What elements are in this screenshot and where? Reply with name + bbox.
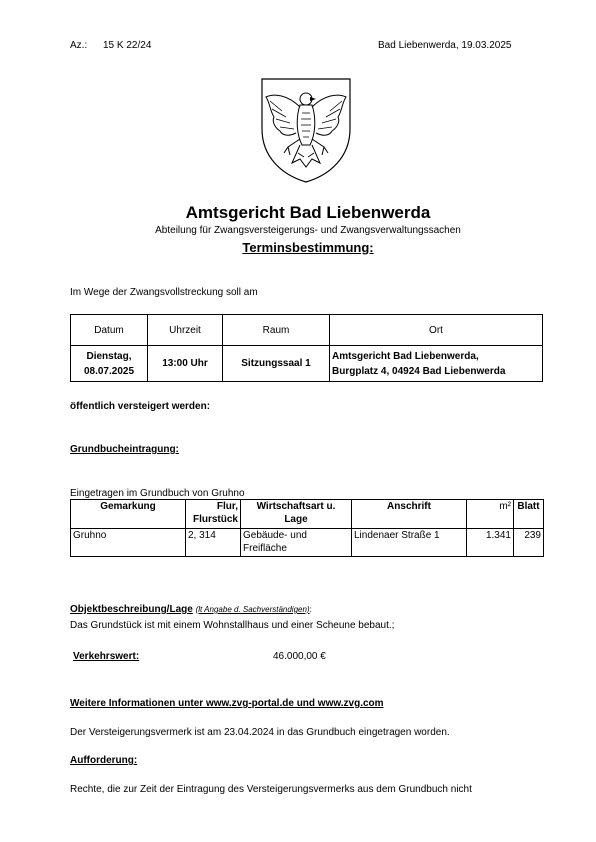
object-heading-line — [70, 603, 312, 616]
land-register-table — [70, 499, 544, 557]
file-number-label: Az.: — [70, 40, 88, 51]
file-number: 15 K 22/24 — [103, 40, 152, 51]
col-m2: m² — [467, 500, 514, 529]
row-gemarkung: Gruhno — [71, 529, 186, 557]
date-value: 08.07.2025 — [83, 365, 135, 377]
court-name: Amtsgericht Bad Liebenwerda — [185, 203, 431, 222]
row-flur: 2, 314 — [186, 529, 241, 557]
col-flur-line-1: Flur, — [216, 501, 238, 512]
col-blatt: Blatt — [514, 500, 544, 529]
market-value-label: Verkehrswert: — [73, 651, 140, 662]
col-flur-line-2: Flurstück — [192, 514, 238, 525]
table-row — [71, 529, 544, 557]
place-line-2: Burgplatz 4, 04924 Bad Liebenwerda — [332, 365, 506, 377]
cell-room: Sitzungssaal 1 — [223, 346, 330, 382]
cell-place — [330, 346, 543, 382]
col-gemarkung: Gemarkung — [71, 500, 186, 529]
object-heading: Objektbeschreibung/Lage — [70, 604, 193, 615]
row-blatt: 239 — [514, 529, 544, 557]
place-and-date: Bad Liebenwerda, 19.03.2025 — [378, 40, 512, 51]
court-department: Abteilung für Zwangsversteigerungs- und Zwangsverwaltungssachen — [155, 225, 461, 236]
row-wirtschaft-line-1: Gebäude- und — [243, 530, 307, 541]
object-heading-note: (lt Angabe d. Sachverständigen) — [195, 605, 310, 614]
header-time: Uhrzeit — [148, 315, 223, 346]
schedule-table — [70, 314, 543, 382]
coat-of-arms-icon — [260, 77, 352, 184]
header-date: Datum — [71, 315, 148, 346]
land-register-intro: Eingetragen im Grundbuch von Gruhno — [70, 488, 245, 499]
date-weekday: Dienstag, — [86, 350, 132, 362]
row-wirtschaft-line-2: Freifläche — [243, 543, 287, 554]
col-wirtschaft-line-2: Lage — [284, 514, 308, 525]
document-title: Terminsbestimmung: — [242, 240, 374, 255]
more-info-link[interactable]: Weitere Informationen unter www.zvg-portal.de und www.zvg.com — [70, 698, 384, 709]
market-value-amount: 46.000,00 € — [273, 651, 326, 662]
auction-statement: öffentlich versteigert werden: — [70, 401, 211, 412]
col-flur — [186, 500, 241, 529]
row-m2: 1.341 — [467, 529, 514, 557]
object-description: Das Grundstück ist mit einem Wohnstallhaus und einer Scheune bebaut.; — [70, 620, 395, 631]
cell-time: 13:00 Uhr — [148, 346, 223, 382]
row-anschrift: Lindenaer Straße 1 — [352, 529, 467, 557]
col-wirtschaft-line-1: Wirtschaftsart u. — [256, 501, 336, 512]
land-register-heading: Grundbucheintragung: — [70, 444, 179, 455]
col-anschrift: Anschrift — [352, 500, 467, 529]
registration-note: Der Versteigerungsvermerk ist am 23.04.2024 in das Grundbuch eingetragen worden. — [70, 727, 450, 738]
header-place: Ort — [330, 315, 543, 346]
intro-text: Im Wege der Zwangsvollstreckung soll am — [70, 287, 258, 298]
header-room: Raum — [223, 315, 330, 346]
request-text: Rechte, die zur Zeit der Eintragung des Versteigerungsvermerks aus dem Grundbuch nicht — [70, 784, 472, 795]
col-wirtschaft — [241, 500, 352, 529]
place-line-1: Amtsgericht Bad Liebenwerda, — [332, 350, 479, 362]
cell-date — [71, 346, 148, 382]
row-wirtschaft — [241, 529, 352, 557]
object-heading-colon: : — [309, 605, 312, 614]
request-heading: Aufforderung: — [70, 755, 138, 766]
